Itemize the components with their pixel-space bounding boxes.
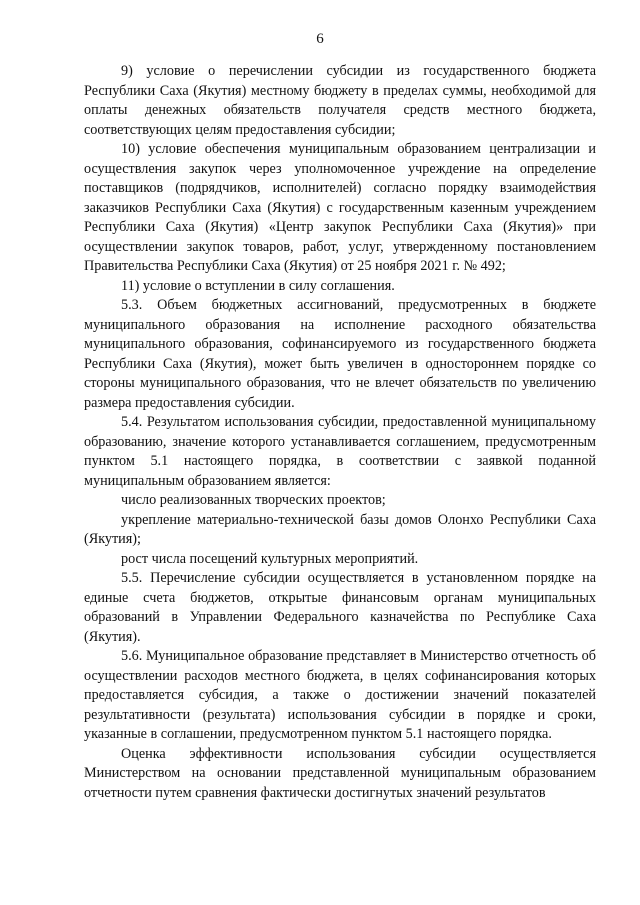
result-item-olonkho: укрепление материально-технической базы домов Олонхо Республики Саха (Якутия); (84, 511, 596, 547)
paragraph-5-4: 5.4. Результатом использования субсидии, предоставленной муниципальному образованию, значение которого устанавливается соглашением, предусмотренным пунктом 5.1 настоящего порядка, в соответствии с заявкой поданной муниципальным образованием является: (84, 414, 596, 489)
paragraph-item-10: 10) условие обеспечения муниципальным образованием централизации и осуществления закупок через уполномоченное учреждение на определение поставщиков (подрядчиков, исполнителей) согласно порядку взаимодействия заказчиков Республики Саха (Якутия) с государственным казенным учреждением Республики Саха (Якутия) «Центр закупок Республики Саха (Якутия)» при осуществлении закупок товаров, работ, услуг, утвержденному постановлением Правительства Республики Саха (Якутия) от 25 ноября 2021 г. № 492; (84, 141, 596, 274)
paragraph-item-11: 11) условие о вступлении в силу соглашения. (121, 277, 395, 294)
paragraph-evaluation: Оценка эффективности использования субсидии осуществляется Министерством на основании представленной муниципальным образованием отчетности путем сравнения фактически достигнутых значений результатов (84, 745, 596, 801)
paragraph-5-3: 5.3. Объем бюджетных ассигнований, предусмотренных в бюджете муниципального образования на исполнение расходного обязательства муниципального образования, софинансируемого из государственного бюджета Республики Саха (Якутия), может быть увеличен в одностороннем порядке со стороны муниципального образования, что не влечет обязательств по увеличению размера предоставления субсидии. (84, 297, 596, 411)
document-body (84, 62, 596, 803)
paragraph-5-5: 5.5. Перечисление субсидии осуществляется в установленном порядке на единые счета бюджетов, открытые финансовым органам муниципальных образований в Управлении Федерального казначейства по Республике Саха (Якутия). (84, 570, 596, 645)
page-number: 6 (316, 31, 324, 47)
result-item-visits: рост числа посещений культурных мероприятий. (121, 550, 419, 567)
paragraph-item-9: 9) условие о перечислении субсидии из государственного бюджета Республики Саха (Якутия) местному бюджету в пределах суммы, необходимой для оплаты денежных обязательств получателя средств местного бюджета, соответствующих целям предоставления субсидии; (84, 63, 596, 138)
paragraph-5-6: 5.6. Муниципальное образование представляет в Министерство отчетность об осуществлении расходов местного бюджета, в целях софинансирования которых предоставляется субсидия, а также о достижении значений показателей результативности (результата) использования субсидии в порядке и сроки, указанные в соглашении, предусмотренном пунктом 5.1 настоящего порядка. (84, 648, 596, 742)
result-item-projects: число реализованных творческих проектов; (121, 492, 386, 508)
